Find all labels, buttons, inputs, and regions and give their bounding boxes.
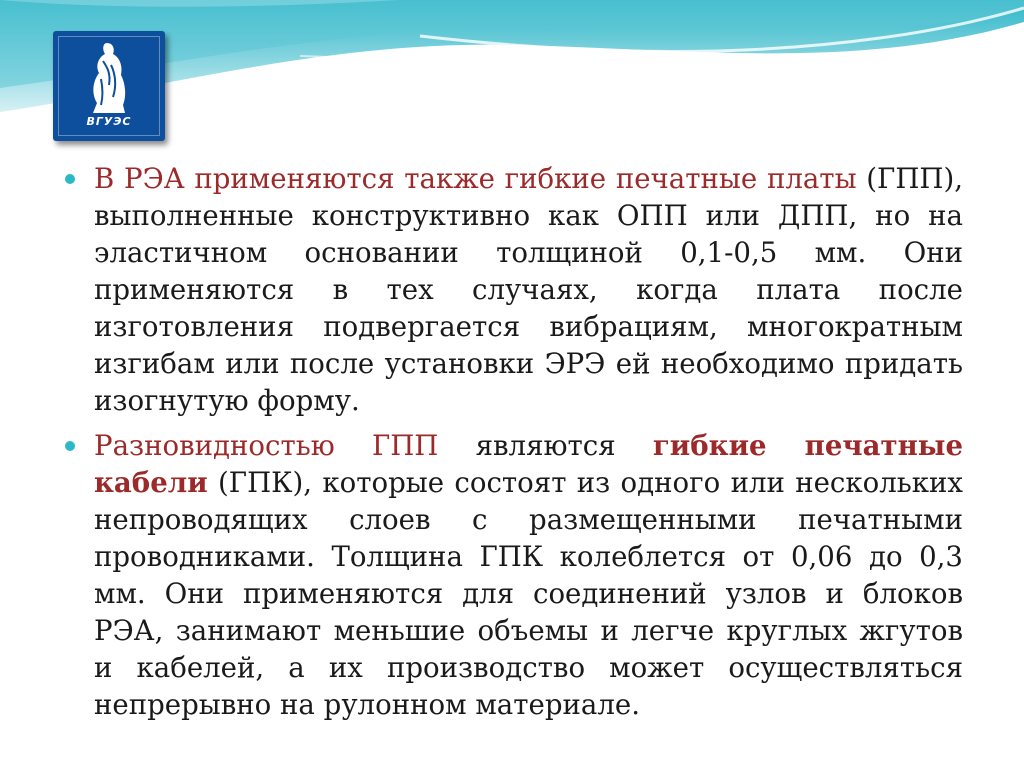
paragraph-2 (65, 427, 963, 723)
bullet-dot (65, 174, 75, 184)
bullet-dot (65, 441, 75, 451)
logo-caption: ВГУЭС (86, 115, 132, 128)
paragraph-1 (65, 160, 963, 419)
paragraph-2-term: гибкие печатные кабели (94, 429, 964, 499)
monument-figure-icon (77, 39, 141, 115)
university-logo (53, 31, 165, 141)
paragraph-1-body: (ГПП), выполненные конструктивно как ОПП или ДПП, но на эластичном основании толщиной 0,1-0,5 мм. Они применяются в тех случаях, когда плата после изготовления подвергается вибрациям, многократным изгибам или после установки ЭРЭ ей необходимо придать изогнутую форму. (94, 162, 963, 417)
slide-content (65, 160, 963, 723)
paragraph-1-lead: В РЭА применяются также гибкие печатные платы (94, 162, 857, 195)
paragraph-2-body: (ГПК), которые состоят из одного или нескольких непроводящих слоев с размещенными печатными проводниками. Толщина ГПК колеблется от 0,06 до 0,3 мм. Они применяются для соединений узлов и блоков РЭА, занимают меньшие объемы и легче круглых жгутов и кабелей, а их производство может осуществляться непрерывно на рулонном материале. (94, 466, 963, 721)
paragraph-2-mid: являются (438, 429, 653, 462)
paragraph-2-lead: Разновидностью ГПП (94, 429, 439, 462)
